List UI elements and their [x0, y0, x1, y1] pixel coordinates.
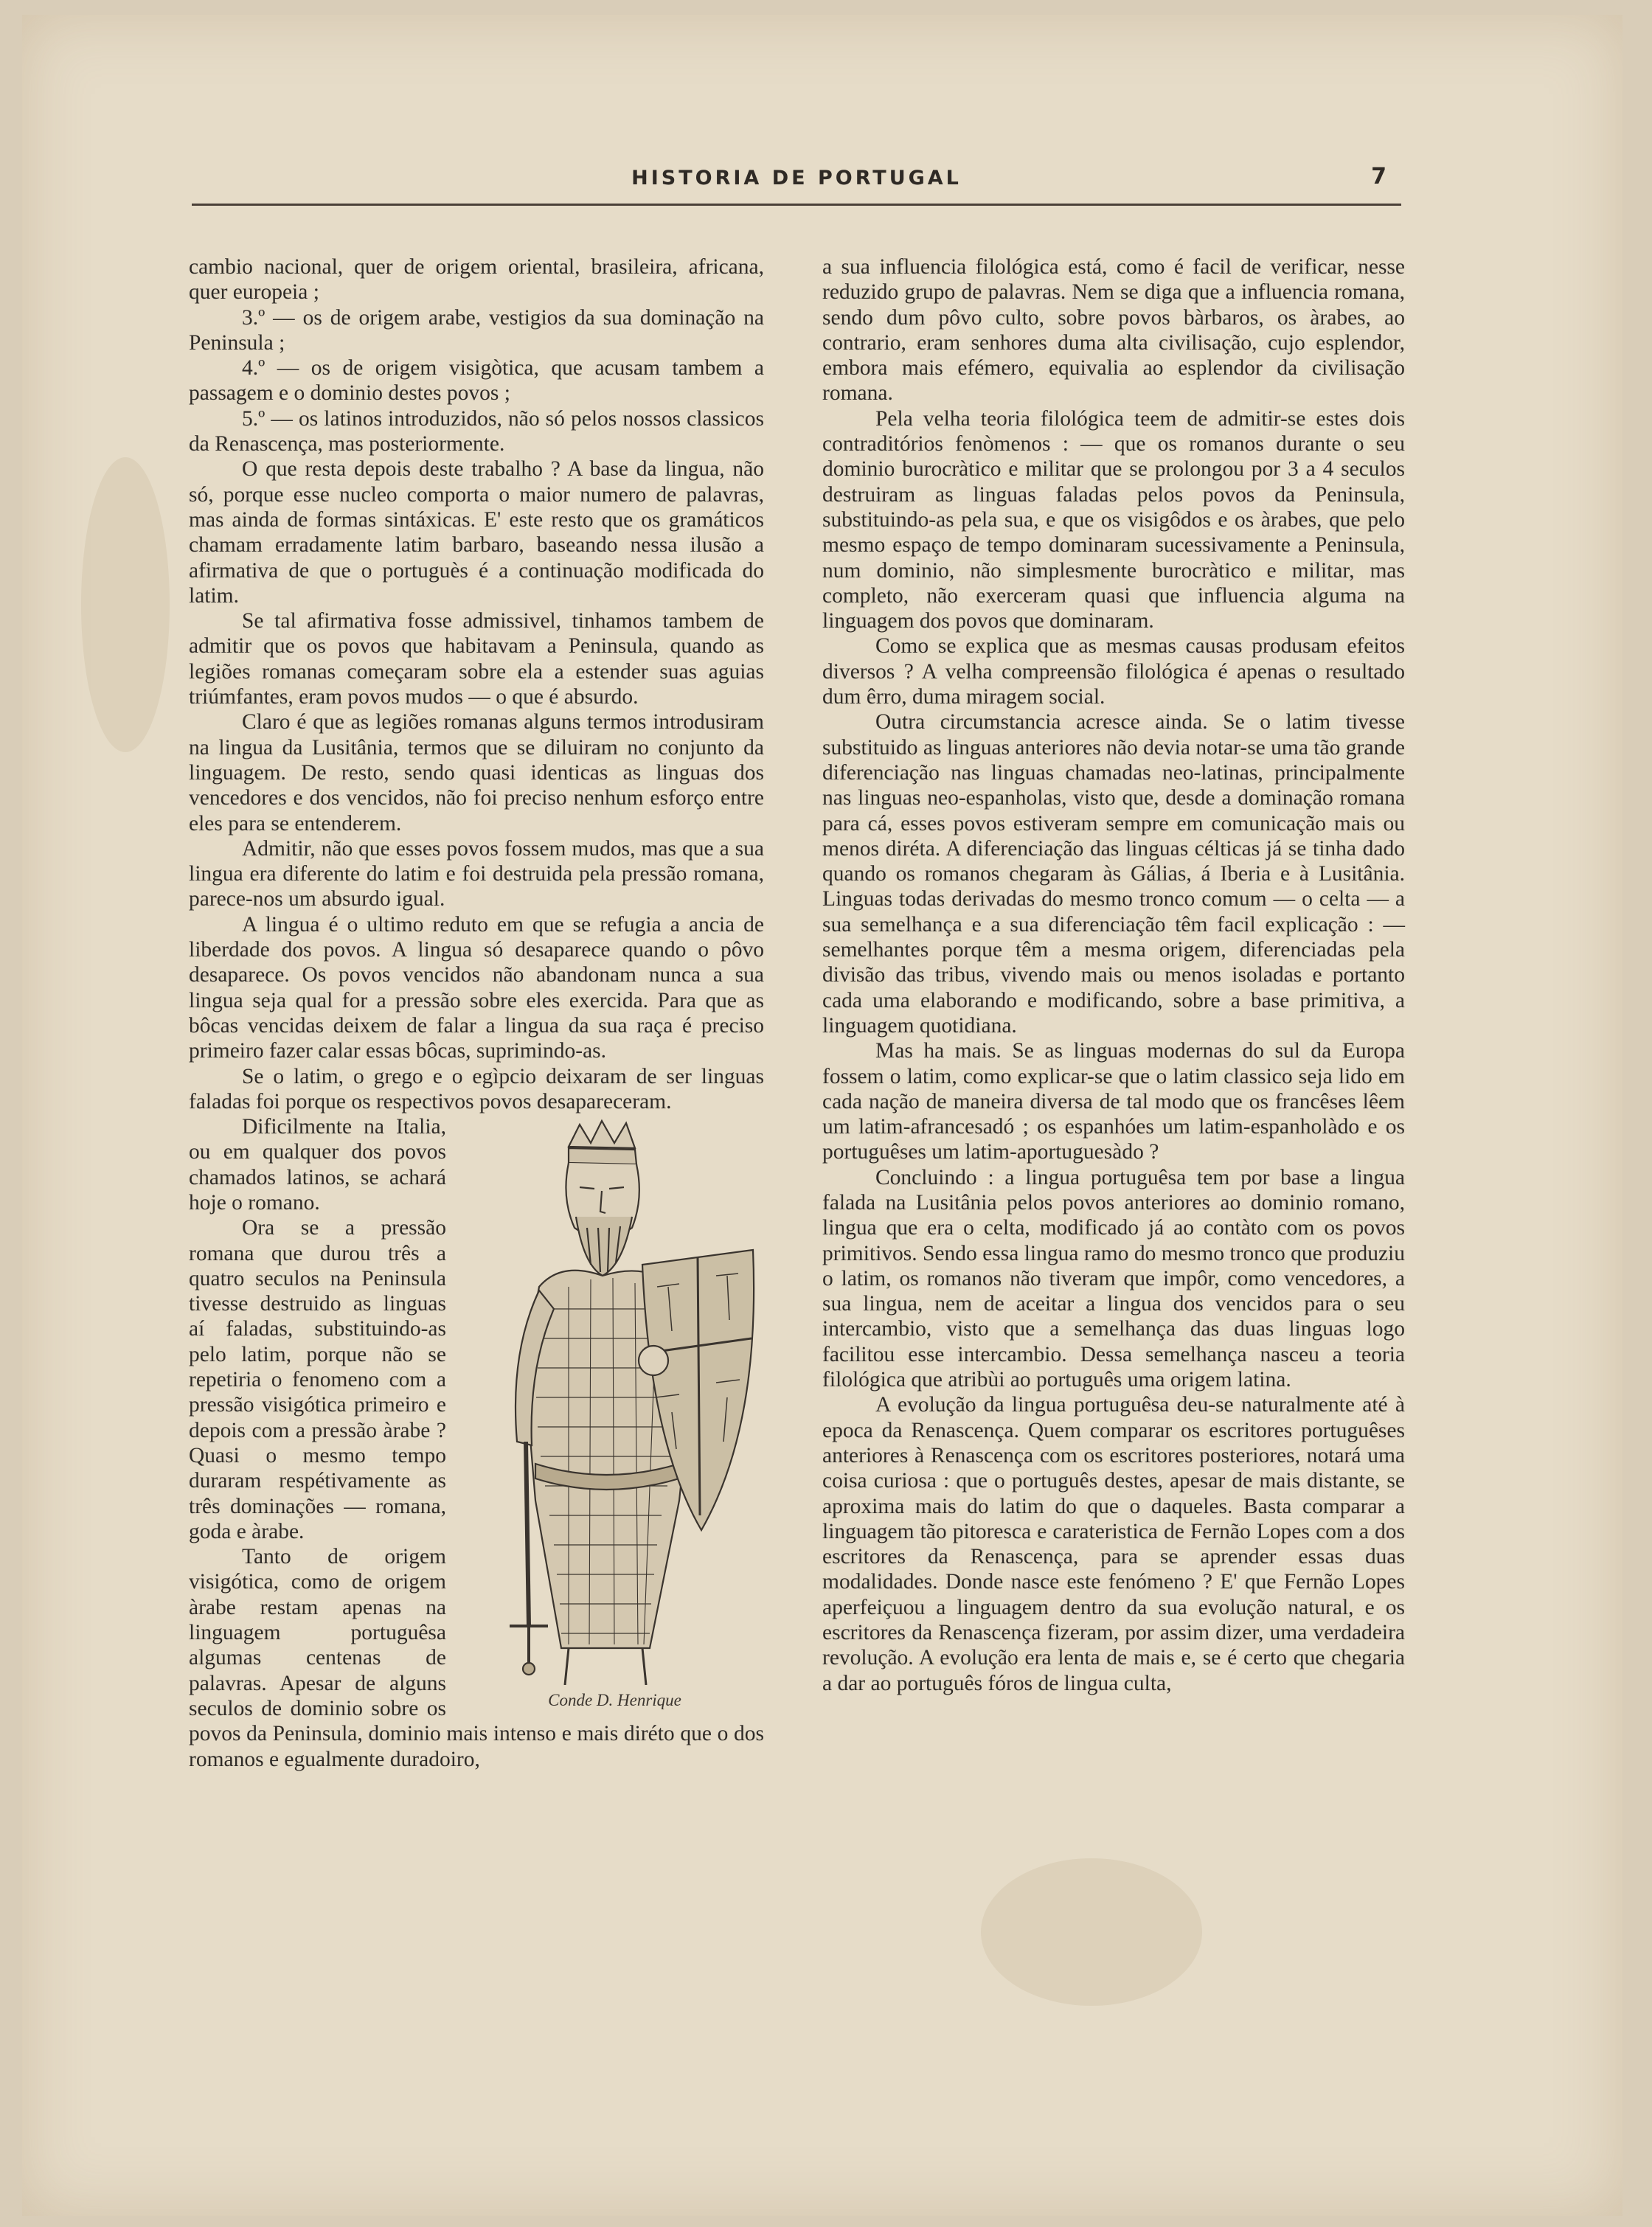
paragraph: Pela velha teoria filológica teem de admitir-se estes dois contraditórios fenòmenos : — que os romanos durante o seu dominio burocràtico e militar que se prolongou por 3 a 4 seculos destruiram as linguas faladas pelos povos da Peninsula, substituindo-as pela sua, e que os visigôdos e os àrabes, que pelo mesmo espaço de tempo dominaram sucessivamente a Peninsula, num dominio, não simplesmente burocràtico e militar, mas completo, não exerceram quasi que influencia alguma na linguagem dos povos que dominaram. [822, 406, 1405, 633]
paragraph: Se o latim, o grego e o egìpcio deixaram de ser linguas faladas foi porque os respectivos povos desapareceram. [189, 1064, 764, 1114]
paragraph: cambio nacional, quer de origem oriental, brasileira, africana, quer europeia ; [189, 255, 764, 305]
figure [458, 1117, 771, 1716]
paragraph: 3.º — os de origem arabe, vestigios da sua dominação na Peninsula ; [189, 305, 764, 355]
paragraph: Concluindo : a lingua portuguêsa tem por base a lingua falada na Lusitânia pelos povos anteriores ao dominio romano, lingua que era o celta, modificado já ao contàto com os povos primitivos. Sendo essa lingua ramo do mesmo tronco que produziu o latim, os romanos não tiveram que impôr, como vencedores, a sua lingua, nem de aceitar a lingua dos vencidos para o seu intercambio, visto que a semelhança das duas linguas logo facilitou esse intercambio. Dessa semelhança nasceu a teoria filológica que atribùi ao português uma origem latina. [822, 1165, 1405, 1392]
paragraph: a sua influencia filológica está, como é facil de verificar, nesse reduzido grupo de palavras. Nem se diga que a influencia romana, sendo dum pôvo culto, sobre povos bàrbaros, os àrabes, ao contrario, eram senhores duma alta civilisação, cujo esplendor, embora mais efémero, equivalia ao esplendor da civilisação romana. [822, 255, 1405, 406]
paragraph: A lingua é o ultimo reduto em que se refugia a ancia de liberdade dos povos. A lingua só desaparece quando o pôvo desaparece. Os povos vencidos não abandonam nunca a sua lingua seja qual for a pressão sobre eles exercida. Para que as bôcas vencidas deixem de falar a lingua da sua raça é preciso primeiro fazer calar essas bôcas, suprimindo-as. [189, 912, 764, 1063]
paragraph: Admitir, não que esses povos fossem mudos, mas que a sua lingua era diferente do latim e foi destruida pela pressão romana, parece-nos um absurdo igual. [189, 836, 764, 911]
paragraph: 5.º — os latinos introduzidos, não só pelos nossos classicos da Renascença, mas posteriormente. [189, 406, 764, 456]
paragraph: Mas ha mais. Se as linguas modernas do sul da Europa fossem o latim, como explicar-se que o latim classico seja lido em cada nação de maneira diversa de tal modo que os francêses lêem um latim-afrancesadó ; os espanhóes um latim-espanholàdo e os portuguêses um latim-aportuguesàdo ? [822, 1039, 1405, 1164]
paper-stain [81, 457, 170, 752]
figure-caption: Conde D. Henrique [548, 1691, 681, 1710]
paragraph: Como se explica que as mesmas causas produsam efeitos diversos ? A velha compreensão filológica é apenas o resultado dum êrro, duma miragem social. [822, 634, 1405, 709]
paragraph: 4.º — os de origem visigòtica, que acusam tambem a passagem e o dominio destes povos ; [189, 356, 764, 406]
page-number: 7 [1371, 164, 1386, 190]
paragraph: Dificilmente na Italia, ou em qualquer dos povos chamados latinos, se achará hoje o romano. [189, 1115, 446, 1215]
running-header [192, 164, 1401, 206]
right-column [822, 254, 1405, 2157]
paragraph: A evolução da lingua portuguêsa deu-se naturalmente até à epoca da Renascença. Quem comparar os escritores portuguêses anteriores à Renascença com os escritores posteriores, notará uma coisa curiosa : que o português destes, apesar de mais distante, se aproxima mais do latim do que o daqueles. Basta comparar a linguagem tão pitoresca e carateristica de Fernão Lopes com a dos escritores da Renascença, para se aprender essas duas modalidades. Donde nasce este fenómeno ? E' que Fernão Lopes aperfeiçuou a linguagem dentro da sua evolução natural, e os escritores da Renascença fizeram, por assim dizer, uma verdadeira revolução. A evolução era lenta de mais e, se é certo que chegaria a dar ao português fóros de lingua culta, [822, 1393, 1405, 1695]
paragraph: O que resta depois deste trabalho ? A base da lingua, não só, porque esse nucleo comporta o maior numero de palavras, mas ainda de formas sintáxicas. E' este resto que os gramáticos chamam erradamente latim barbaro, baseando nessa ilusão a afirmativa de que o portuguès é a continuação modificada do latim. [189, 457, 764, 608]
paragraph: Claro é que as legiões romanas alguns termos introdusiram na lingua da Lusitânia, termos que se diluiram no conjunto da linguagem. De resto, sendo quasi identicas as linguas dos vencedores e dos vencidos, não foi preciso nenhum esforço entre eles para se entenderem. [189, 710, 764, 835]
paragraph: Se tal afirmativa fosse admissivel, tinhamos tambem de admitir que os povos que habitavam a Peninsula, quando as legiões romanas começaram sobre ela a estender suas aguias triúmfantes, eram povos mudos — o que é absurdo. [189, 609, 764, 709]
paragraph: Outra circumstancia acresce ainda. Se o latim tivesse substituido as linguas anteriores não devia notar-se uma tão grande diferenciação nas linguas chamadas neo-latinas, principalmente nas linguas neo-espanholas, visto que, desde a dominação romana para cá, esses povos estiveram sempre em comunicação mais ou menos diréta. A diferenciação das linguas célticas já se tinha dado quando os romanos chegaram às Gálias, á Iberia e à Lusitânia. Linguas todas derivadas do mesmo tronco comum — o celta — a sua semelhança e a sua diferenciação têm facil explicação : — semelhantes porque têm a mesma origem, diferenciadas pela divisão das tribus, vivendo mais ou menos isoladas e portanto cada uma elaborando e modificando, sobre a base primitiva, a linguagem quotidiana. [822, 710, 1405, 1038]
paragraph: Ora se a pressão romana que durou três a quatro seculos na Peninsula tivesse destruido as linguas aí faladas, substituindo-as pelo latim, porque não se repetiria o fenomeno com a pressão visigótica primeiro e depois com a pressão àrabe ? Quasi o mesmo tempo duraram respétivamente as três dominações — romana, goda e àrabe. [189, 1216, 446, 1543]
paragraph: Tanto de origem visigótica, como de origem àrabe restam apenas na linguagem portuguêsa algumas centenas de palavras. Apesar de alguns seculos de dominio sobre os povos da Peninsula, dominio mais intenso e mais diréto que o dos romanos e egualmente duradoiro, [189, 1545, 764, 1771]
left-column [189, 254, 764, 2157]
running-title: HISTORIA DE PORTUGAL [631, 167, 962, 190]
knight-illustration [458, 1117, 771, 1685]
